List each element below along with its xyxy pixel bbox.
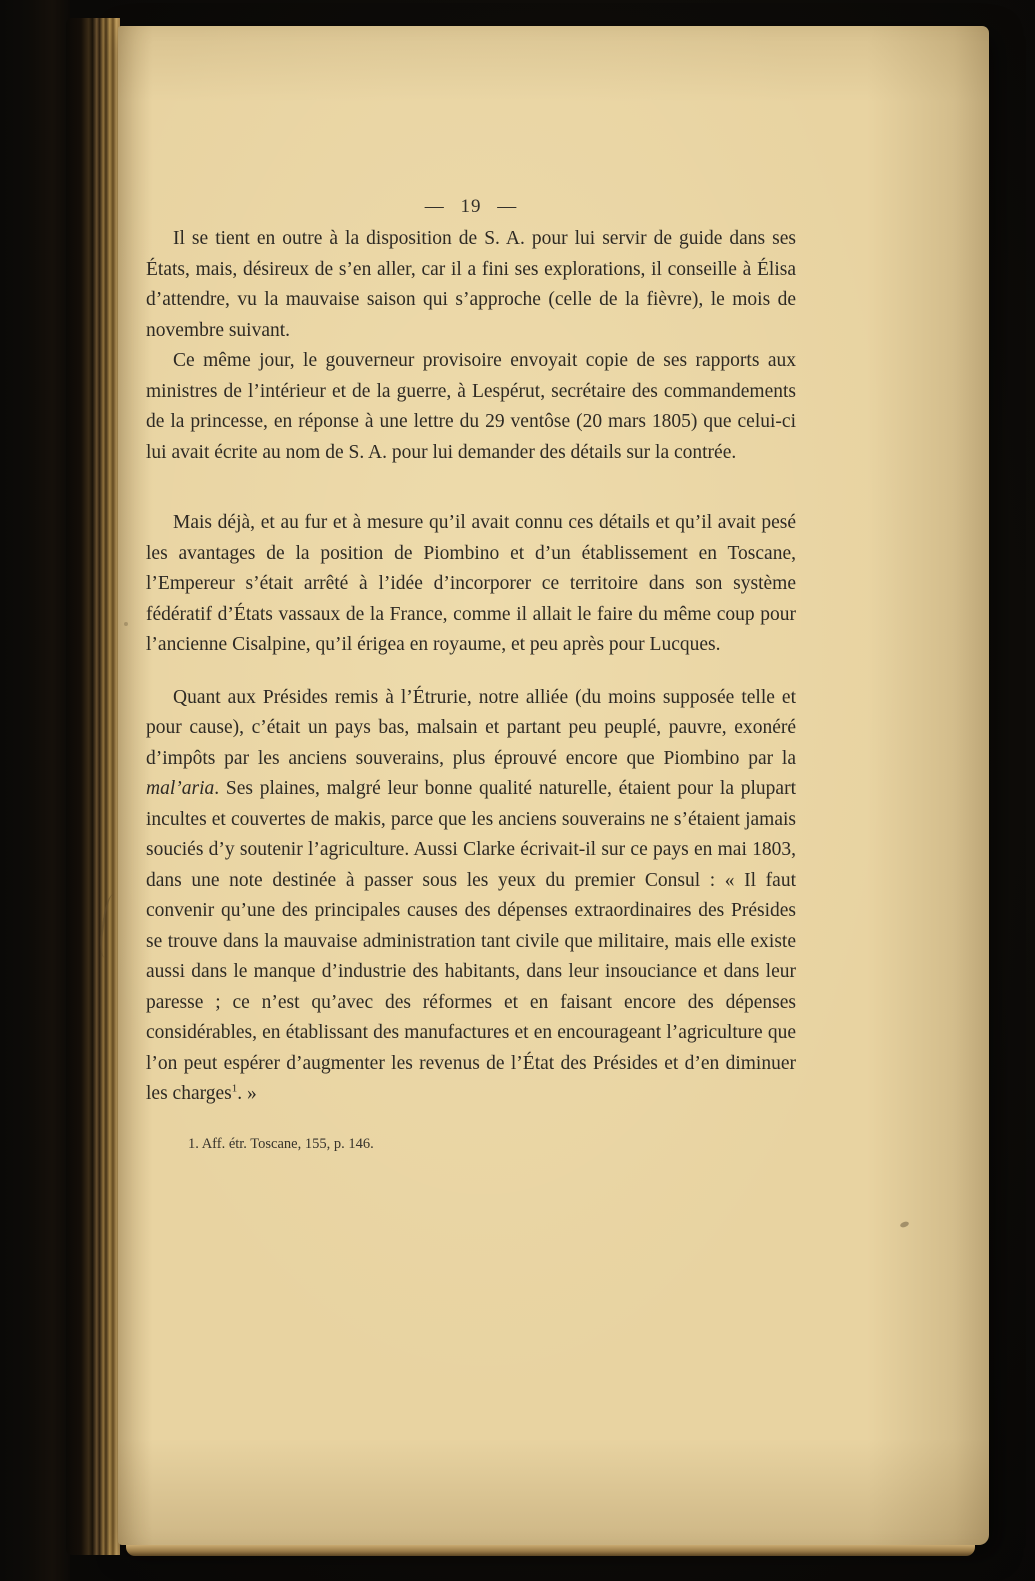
paragraph-4-text-middle: . Ses plaines, malgré leur bonne qualité naturelle, étaient pour la plupart incultes et couvertes de makis, parce que les anciens souverains ne s’étaient jamais souciés d’y soutenir l’agriculture. Aussi Clarke écrivait-il sur ce pays en mai 1803, dans une note destinée à passer sous les yeux du premier Consul : « Il faut convenir qu’une des principales causes des dépenses extraordinaires des Présides se trouve dans la mauvaise administration tant civile que militaire, mais elle existe aussi dans le manque d’industrie des habitants, dans leur insouciance et dans leur paresse ; ce n’est qu’avec des réformes et en faisant encore des dépenses considérables, en établissant des manufactures et en encourageant l’agriculture que l’on peut espérer d’augmenter les revenus de l’État des Présides et d’en diminuer les charges	[146, 778, 796, 1104]
paper-speck	[899, 1221, 909, 1229]
footnote: 1. Aff. étr. Toscane, 155, p. 146.	[188, 1135, 374, 1152]
paper-speck	[124, 622, 128, 626]
page-number: — 19 —	[424, 196, 518, 217]
footnote-reference: 1	[231, 1082, 238, 1095]
book-binding	[0, 0, 70, 1581]
italic-term: mal’aria	[146, 778, 215, 799]
paragraph-2: Ce même jour, le gouverneur provisoire envoyait copie de ses rapports aux ministres de l’intérieur et de la guerre, à Lespérut, secrétaire des commandements de la princesse, en réponse à une lettre du 29 ventôse (20 mars 1805) que celui-ci lui avait écrite au nom de S. A. pour lui demander des détails sur la contrée.	[146, 350, 796, 463]
paragraph-4-text-start: Quant aux Présides remis à l’Étrurie, notre alliée (du moins supposée telle et pour cause), c’était un pays bas, malsain et partant peu peuplé, pauvre, exonéré d’impôts par les anciens souverains, plus éprouvé encore que Piombino par la	[146, 686, 796, 769]
paragraph-1: Il se tient en outre à la disposition de S. A. pour lui servir de guide dans ses États, mais, désireux de s’en aller, car il a fini ses explorations, il conseille à Élisa d’attendre, vu la mauvaise saison qui s’approche (celle de la fièvre), le mois de novembre suivant.	[146, 228, 796, 341]
page-edges	[66, 18, 120, 1555]
book-page	[118, 26, 989, 1545]
paragraph-4	[146, 683, 796, 1110]
text-block	[146, 224, 796, 1153]
paragraph-3: Mais déjà, et au fur et à mesure qu’il avait connu ces détails et qu’il avait pesé les avantages de la position de Piombino et d’un établissement en Toscane, l’Empereur s’était arrêté à l’idée d’incorporer ce territoire dans son système fédératif d’États vassaux de la France, comme il allait le faire du même coup pour l’ancienne Cisalpine, qu’il érigea en royaume, et peu après pour Lucques.	[146, 512, 796, 655]
paragraph-4-text-end: . »	[237, 1083, 257, 1104]
